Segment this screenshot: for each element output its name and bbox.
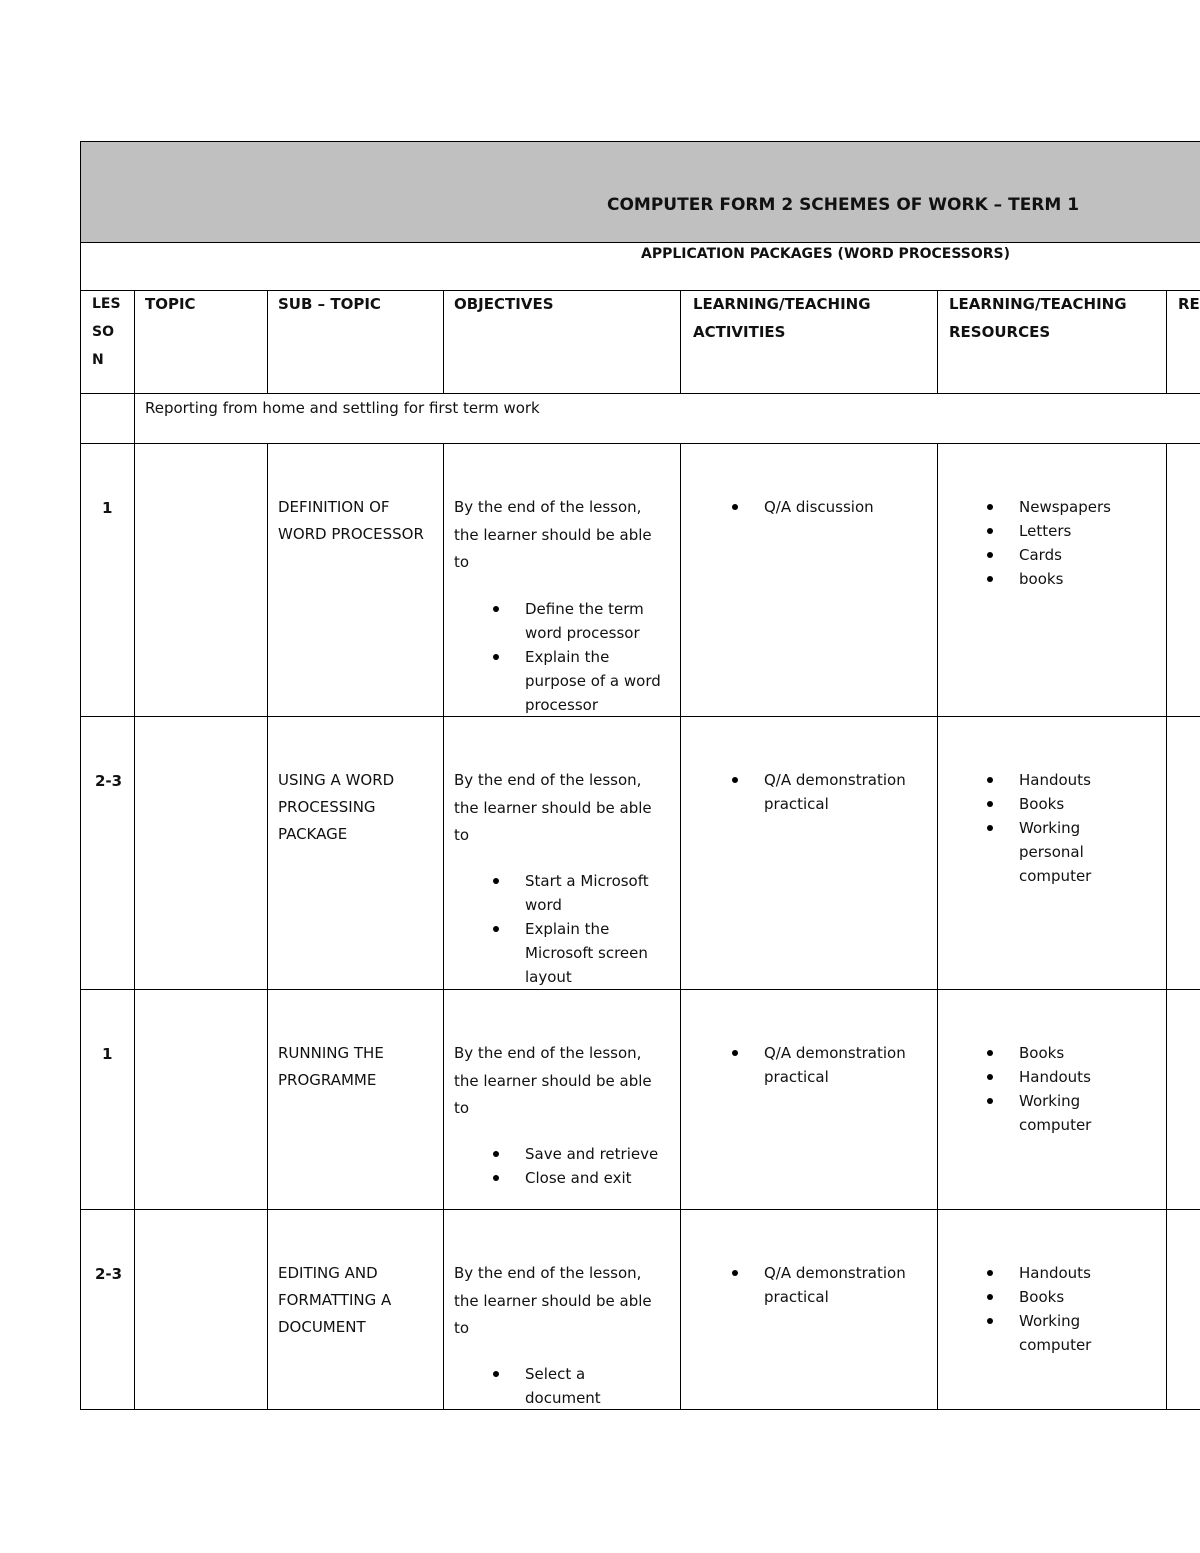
list-item: Handouts [1019,768,1091,792]
list-item: Close and exit [525,1166,658,1190]
header-activities: LEARNING/TEACHING ACTIVITIES [693,295,871,341]
objectives-list [525,1142,658,1190]
objectives-list [525,597,661,717]
list-item: Working personal computer [1019,816,1091,888]
list-item: Explain the purpose of a word processor [525,645,661,717]
subtopic-cell: EDITING AND FORMATTING A DOCUMENT [278,1264,392,1336]
header-subtopic: SUB – TOPIC [278,295,381,313]
resources-list [1019,1261,1091,1357]
lesson-number: 1 [102,1045,113,1063]
list-item: Books [1019,1285,1091,1309]
list-item: Newspapers [1019,495,1111,519]
title-band [80,141,1200,243]
objectives-intro: By the end of the lesson, the learner should be able to [454,498,652,571]
list-item: Save and retrieve [525,1142,658,1166]
intro-row-text: Reporting from home and settling for first term work [145,399,540,417]
document-title: COMPUTER FORM 2 SCHEMES OF WORK – TERM 1 [607,195,1080,215]
list-item: Define the term word processor [525,597,661,645]
lesson-number: 2-3 [95,772,123,790]
list-item: Start a Microsoft word [525,869,649,917]
resources-list [1019,495,1111,591]
objectives-intro: By the end of the lesson, the learner should be able to [454,1264,652,1337]
activities-list [764,495,874,519]
list-item: Q/A demonstration practical [764,768,906,816]
objectives-list [525,1362,601,1410]
header-remarks: RE [1178,295,1200,313]
lesson-number: 2-3 [95,1265,123,1283]
list-item: books [1019,567,1111,591]
list-item: Letters [1019,519,1111,543]
list-item: Working computer [1019,1089,1091,1137]
list-item: Q/A demonstration practical [764,1041,906,1089]
list-item: Books [1019,1041,1091,1065]
header-topic: TOPIC [145,295,196,313]
subtopic-cell: RUNNING THE PROGRAMME [278,1044,384,1089]
objectives-list [525,869,649,989]
list-item: Q/A demonstration practical [764,1261,906,1309]
header-objectives: OBJECTIVES [454,295,554,313]
list-item: Handouts [1019,1065,1091,1089]
document-subtitle: APPLICATION PACKAGES (WORD PROCESSORS) [641,246,1011,262]
list-item: Explain the Microsoft screen layout [525,917,649,989]
list-item: Books [1019,792,1091,816]
list-item: Working computer [1019,1309,1091,1357]
objectives-intro: By the end of the lesson, the learner should be able to [454,1044,652,1117]
header-lesson: LES SO N [92,296,121,368]
activities-list [764,1261,906,1309]
resources-list [1019,1041,1091,1137]
list-item: Cards [1019,543,1111,567]
list-item: Select a document [525,1362,601,1410]
lesson-number: 1 [102,499,113,517]
resources-list [1019,768,1091,888]
subtopic-cell: USING A WORD PROCESSING PACKAGE [278,771,395,843]
header-resources: LEARNING/TEACHING RESOURCES [949,295,1127,341]
list-item: Q/A discussion [764,495,874,519]
activities-list [764,768,906,816]
objectives-intro: By the end of the lesson, the learner should be able to [454,771,652,844]
list-item: Handouts [1019,1261,1091,1285]
activities-list [764,1041,906,1089]
subtopic-cell: DEFINITION OF WORD PROCESSOR [278,498,424,543]
